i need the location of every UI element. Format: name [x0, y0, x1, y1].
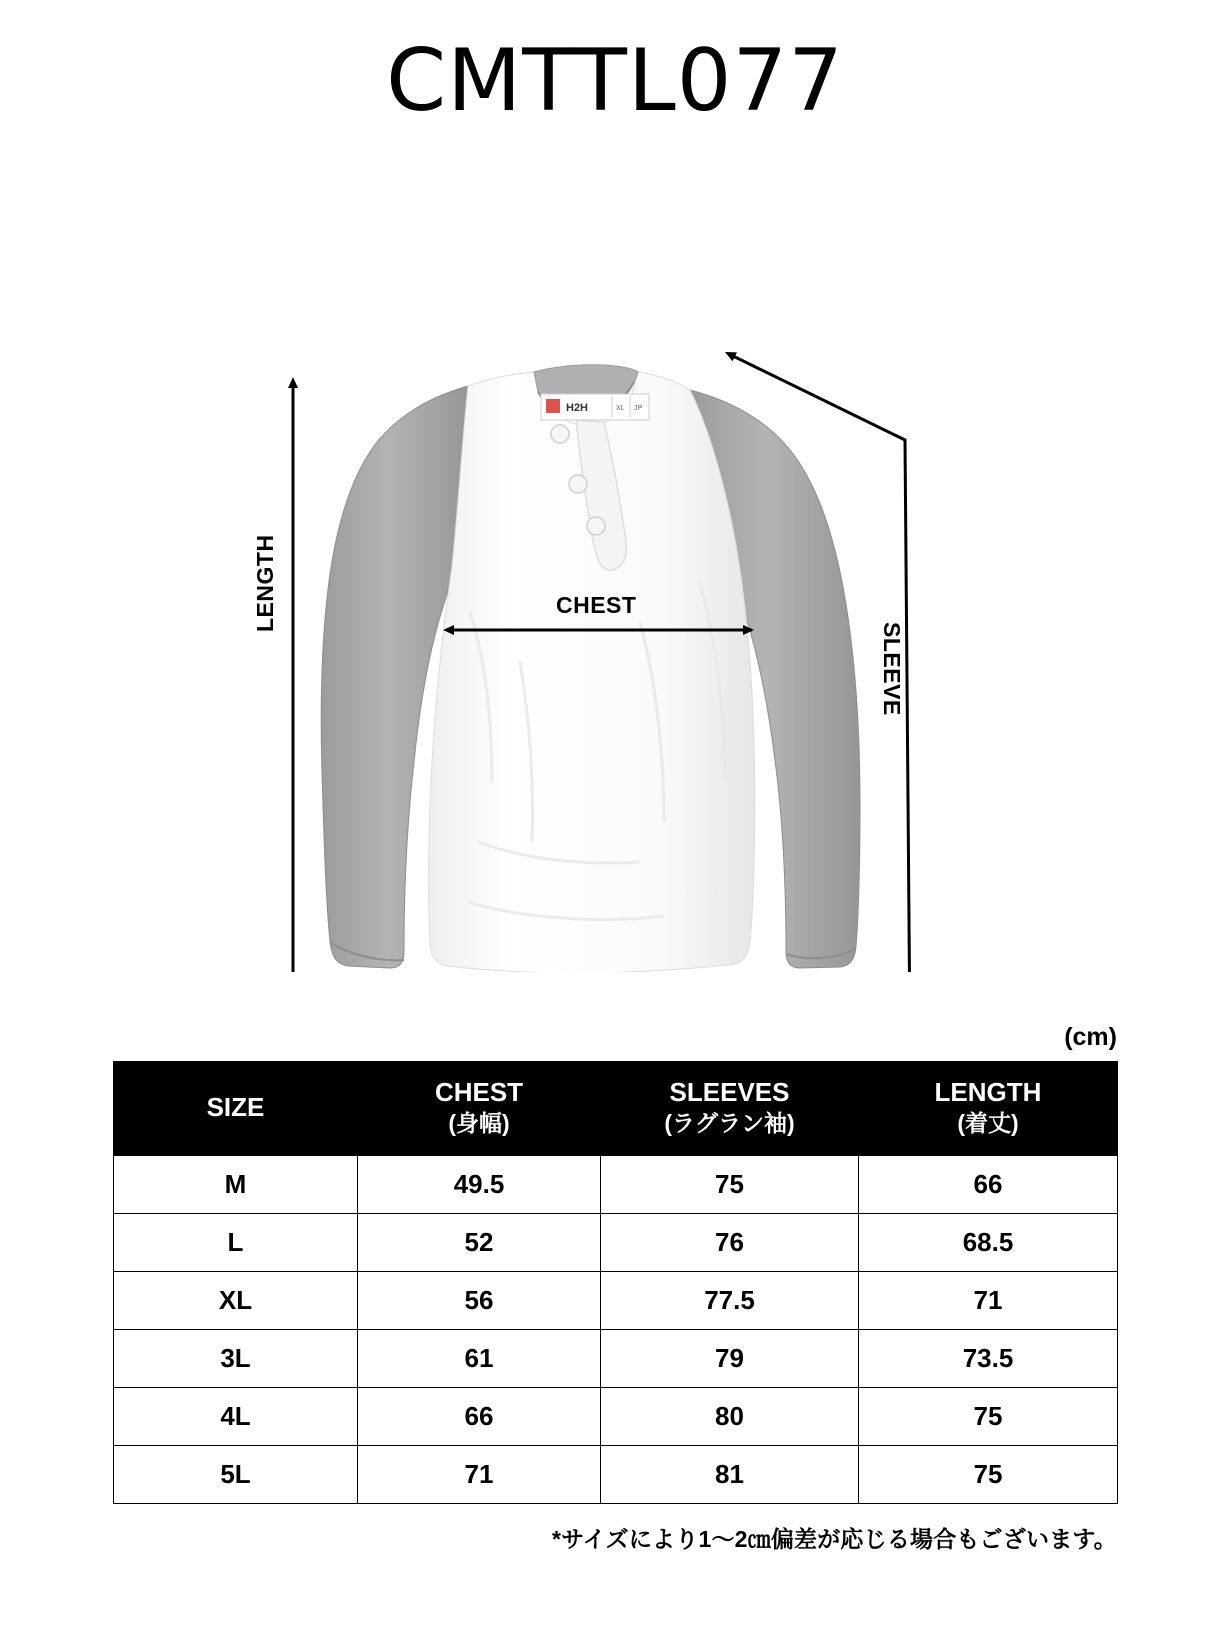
size-footnote: *サイズにより1〜2㎝偏差が応じる場合もございます。 — [551, 1525, 1117, 1552]
size-table-section — [113, 1023, 1117, 1554]
cell-sleeves: 76 — [601, 1213, 859, 1271]
button-3 — [587, 517, 605, 535]
table-row — [114, 1445, 1118, 1503]
cell-size: 4L — [114, 1387, 358, 1445]
header-length — [859, 1062, 1118, 1156]
header-length-sub: (着丈) — [957, 1110, 1019, 1137]
cell-sleeves: 79 — [601, 1329, 859, 1387]
neck-tag — [541, 394, 649, 420]
cell-chest: 56 — [358, 1271, 601, 1329]
cell-size: 5L — [114, 1445, 358, 1503]
svg-text:JP: JP — [634, 405, 643, 412]
size-table — [113, 1061, 1118, 1504]
header-sleeves-main: SLEEVES — [669, 1077, 790, 1107]
cell-sleeves: 81 — [601, 1445, 859, 1503]
cell-size: L — [114, 1213, 358, 1271]
chest-label: CHEST — [556, 592, 637, 618]
cell-length: 73.5 — [859, 1329, 1118, 1387]
length-label: LENGTH — [252, 534, 278, 632]
header-size — [114, 1062, 358, 1156]
header-chest-main: CHEST — [434, 1077, 524, 1107]
cell-sleeves: 75 — [601, 1155, 859, 1213]
unit-label: (cm) — [1064, 1023, 1117, 1051]
header-chest-sub: (身幅) — [448, 1110, 510, 1137]
shirt-diagram-svg — [0, 142, 1230, 972]
header-sleeves — [601, 1062, 859, 1156]
cell-chest: 61 — [358, 1329, 601, 1387]
table-row — [114, 1329, 1118, 1387]
cell-sleeves: 80 — [601, 1387, 859, 1445]
table-row — [114, 1213, 1118, 1271]
page-title: CMTTL077 — [386, 31, 844, 131]
cell-length: 71 — [859, 1271, 1118, 1329]
cell-length: 75 — [859, 1387, 1118, 1445]
shirt-graphic — [321, 365, 860, 972]
table-row — [114, 1155, 1118, 1213]
sleeve-label: SLEEVE — [879, 622, 905, 716]
cell-sleeves: 77.5 — [601, 1271, 859, 1329]
header-sleeves-sub: (ラグラン袖) — [664, 1110, 795, 1137]
cell-chest: 49.5 — [358, 1155, 601, 1213]
product-illustration — [0, 142, 1230, 972]
cell-length: 66 — [859, 1155, 1118, 1213]
button-2 — [569, 475, 587, 493]
button-1 — [551, 425, 569, 443]
header-size-main: SIZE — [206, 1091, 265, 1122]
svg-text:XL: XL — [616, 405, 625, 412]
cell-chest: 71 — [358, 1445, 601, 1503]
table-header-row — [114, 1062, 1118, 1156]
header-length-main: LENGTH — [934, 1077, 1042, 1107]
cell-size: XL — [114, 1271, 358, 1329]
header-chest — [358, 1062, 601, 1156]
table-row — [114, 1271, 1118, 1329]
table-row — [114, 1387, 1118, 1445]
cell-size: M — [114, 1155, 358, 1213]
cell-length: 75 — [859, 1445, 1118, 1503]
cell-length: 68.5 — [859, 1213, 1118, 1271]
cell-chest: 52 — [358, 1213, 601, 1271]
svg-text:H2H: H2H — [566, 402, 589, 414]
cell-chest: 66 — [358, 1387, 601, 1445]
cell-size: 3L — [114, 1329, 358, 1387]
